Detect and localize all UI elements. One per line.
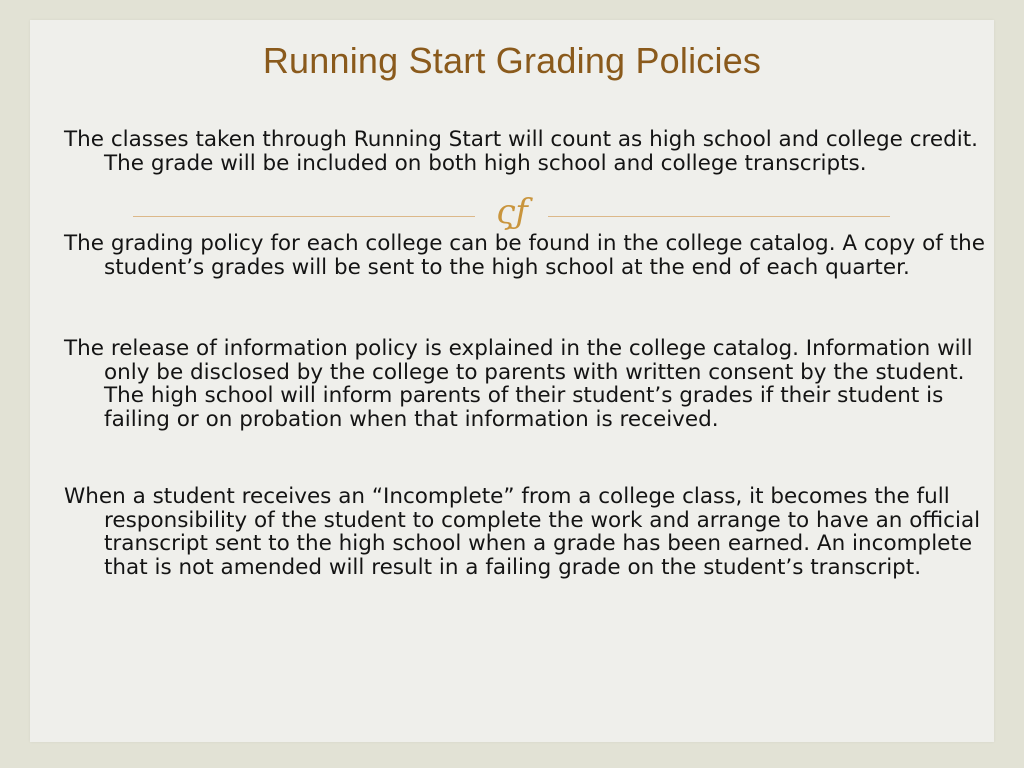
paragraph-credit: The classes taken through Running Start will count as high school and college credit. The grade will be included on both high school and college transcripts. <box>64 127 978 176</box>
paragraph-incomplete: When a student receives an “Incomplete” from a college class, it becomes the full responsibility of the student to complete the work and arrange to have an official transcript sent to the high school when a grade has been earned. An incomplete that is not amended will result in a failing grade on the student’s transcript. <box>64 484 981 580</box>
paragraph-grading-policy: The grading policy for each college can be found in the college catalog. A copy of the student’s grades will be sent to the high school at the end of each quarter. <box>64 231 985 280</box>
divider-line-left <box>133 216 475 217</box>
paragraph-release-of-information: The release of information policy is explained in the college catalog. Information will only be disclosed by the college to parents with written consent by the student. The high school will inform parents of their student’s grades if their student is failing or on probation when that information is received. <box>64 336 973 432</box>
divider-line-right <box>548 216 890 217</box>
scroll-flourish-icon: ςƒ <box>496 192 528 232</box>
slide-title: Running Start Grading Policies <box>262 40 762 81</box>
